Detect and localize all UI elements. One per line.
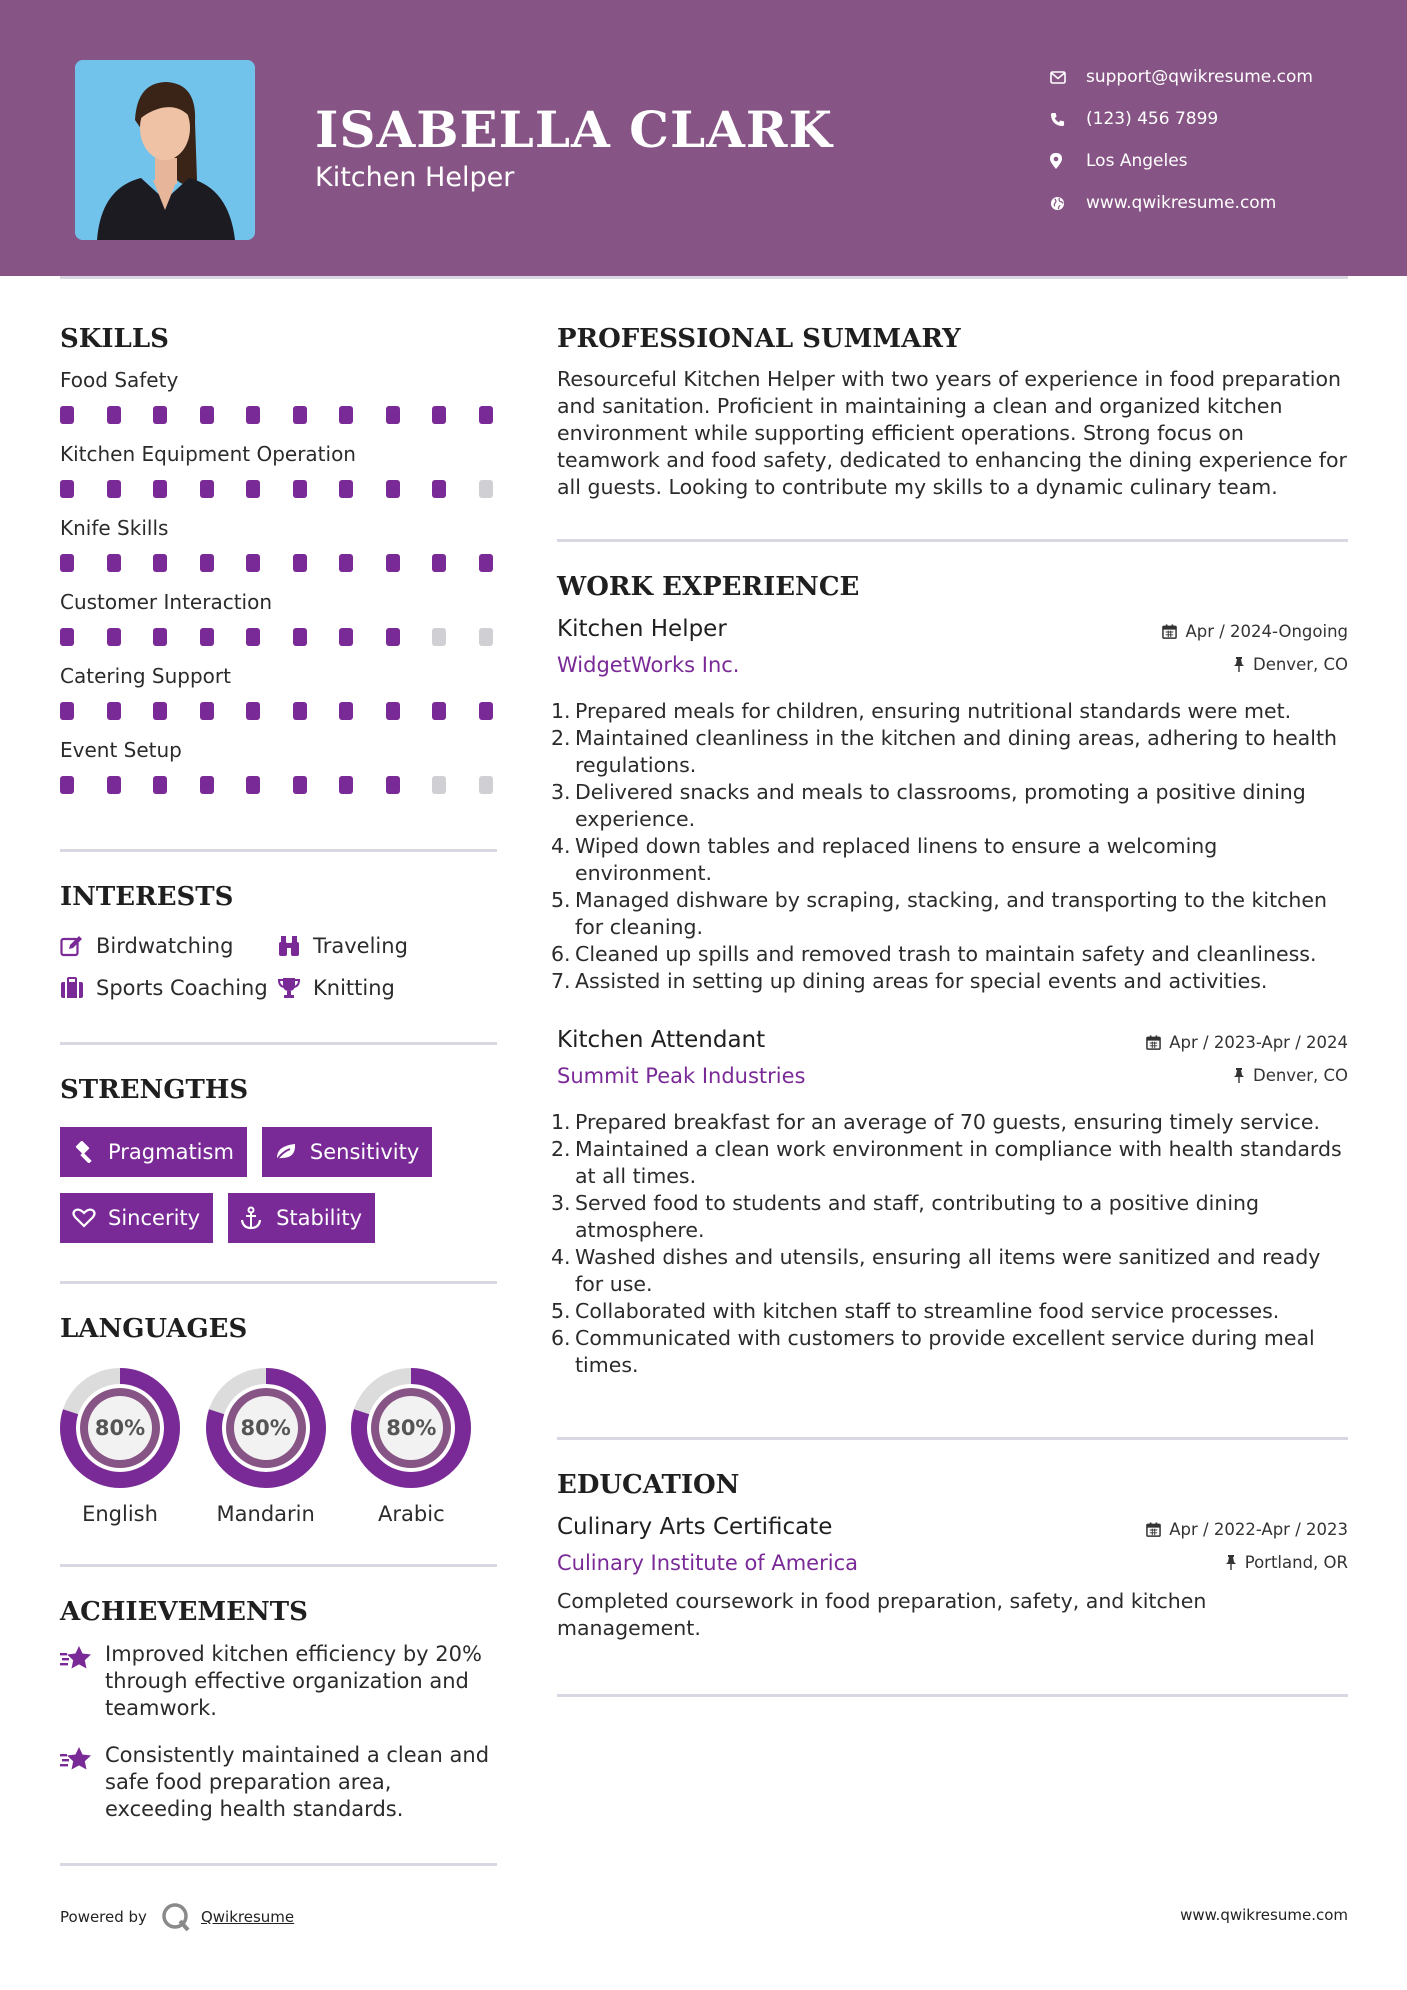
- job-location: [1233, 655, 1348, 674]
- skill-name: Knife Skills: [60, 516, 169, 540]
- duty-number: 3.: [551, 780, 571, 804]
- rating-dot-filled: [386, 406, 400, 424]
- resume-header: [0, 0, 1407, 276]
- duty-text: Prepared meals for children, ensuring nutritional standards were met.: [575, 699, 1292, 723]
- rating-dot-filled: [60, 702, 74, 720]
- pencil-square-icon: [60, 935, 96, 957]
- contact-location-text: Los Angeles: [1086, 151, 1188, 171]
- contact-phone[interactable]: [1050, 98, 1370, 140]
- strength-label: Sincerity: [108, 1206, 201, 1230]
- rating-dot-filled: [386, 628, 400, 646]
- languages-section: [60, 1284, 497, 1567]
- rating-dot-filled: [432, 702, 446, 720]
- skills-list: [60, 368, 497, 794]
- duty-item: [551, 1109, 1348, 1136]
- education-section: [557, 1440, 1348, 1697]
- rating-dot-filled: [386, 554, 400, 572]
- achievement-item: [60, 1641, 497, 1722]
- duty-number: 6.: [551, 1326, 571, 1350]
- rating-dot-filled: [293, 776, 307, 794]
- rating-dot-filled: [246, 776, 260, 794]
- rating-dot-filled: [432, 406, 446, 424]
- rating-dot-filled: [200, 480, 214, 498]
- achievement-text: Consistently maintained a clean and safe food preparation area, exceeding health standards.: [105, 1743, 490, 1821]
- rating-dot-filled: [246, 554, 260, 572]
- skill-name: Customer Interaction: [60, 590, 273, 614]
- rating-dot-filled: [479, 554, 493, 572]
- interest-label: Birdwatching: [96, 934, 234, 958]
- rating-dot-filled: [153, 406, 167, 424]
- briefcase-icon: [60, 977, 96, 999]
- footer-branding: [60, 1902, 294, 1932]
- education-date: [1146, 1520, 1348, 1539]
- duty-item: [551, 1190, 1348, 1244]
- rating-dot-empty: [479, 628, 493, 646]
- rating-dot-filled: [107, 406, 121, 424]
- job-company: Summit Peak Industries: [557, 1064, 806, 1088]
- education-location-text: Portland, OR: [1244, 1553, 1348, 1572]
- duty-number: 3.: [551, 1191, 571, 1215]
- calendar-icon: [1146, 1522, 1161, 1537]
- duty-item: [551, 1325, 1348, 1379]
- rating-dot-filled: [339, 702, 353, 720]
- contact-location: [1050, 140, 1370, 182]
- duty-number: 1.: [551, 699, 571, 723]
- duty-item: [551, 968, 1348, 995]
- language-name: English: [82, 1502, 158, 1526]
- rating-dot-filled: [153, 480, 167, 498]
- language-level-donut: [206, 1368, 326, 1488]
- education-location: [1225, 1553, 1348, 1572]
- rating-dot-filled: [200, 702, 214, 720]
- rating-dot-filled: [293, 628, 307, 646]
- job-duties: [551, 1109, 1348, 1379]
- rating-dot-empty: [432, 628, 446, 646]
- rating-dot-filled: [339, 776, 353, 794]
- map-pin-icon: [1050, 153, 1086, 169]
- contact-list: [1050, 56, 1370, 224]
- strength-label: Sensitivity: [309, 1140, 420, 1164]
- languages-list: [60, 1368, 497, 1526]
- rating-dot-filled: [339, 480, 353, 498]
- section-divider: [60, 1863, 497, 1866]
- skills-title: SKILLS: [60, 324, 169, 354]
- strength-label: Stability: [276, 1206, 363, 1230]
- rating-dot-filled: [153, 702, 167, 720]
- rating-dot-filled: [200, 628, 214, 646]
- language-percent: 80%: [386, 1416, 437, 1440]
- duty-text: Delivered snacks and meals to classrooms, promoting a positive dining experience.: [575, 780, 1306, 831]
- gavel-icon: [72, 1141, 108, 1163]
- rating-dot-filled: [293, 702, 307, 720]
- skill-item: [60, 368, 497, 424]
- job-date-text: Apr / 2024-Ongoing: [1185, 622, 1348, 641]
- education-entry: [557, 1514, 1348, 1642]
- rating-dot-filled: [60, 628, 74, 646]
- duty-item: [551, 1244, 1348, 1298]
- strength-label: Pragmatism: [108, 1140, 234, 1164]
- envelope-icon: [1050, 71, 1086, 84]
- duty-text: Served food to students and staff, contributing to a positive dining atmosphere.: [575, 1191, 1260, 1242]
- calendar-icon: [1162, 624, 1177, 639]
- language-item: [206, 1368, 352, 1526]
- duty-item: [551, 941, 1348, 968]
- duty-text: Assisted in setting up dining areas for special events and activities.: [575, 969, 1268, 993]
- education-header: [557, 1514, 1348, 1586]
- rating-dot-empty: [432, 776, 446, 794]
- duty-number: 4.: [551, 1245, 571, 1269]
- rating-dot-filled: [293, 554, 307, 572]
- skill-rating: [60, 554, 497, 572]
- duty-item: [551, 1136, 1348, 1190]
- job-location-text: Denver, CO: [1252, 655, 1348, 674]
- job-date-text: Apr / 2023-Apr / 2024: [1169, 1033, 1348, 1052]
- duty-item: [551, 725, 1348, 779]
- contact-website-text: www.qwikresume.com: [1086, 193, 1277, 213]
- rating-dot-filled: [479, 406, 493, 424]
- rating-dot-filled: [246, 628, 260, 646]
- strength-chip: [60, 1193, 213, 1243]
- skill-rating: [60, 480, 497, 498]
- rating-dot-filled: [293, 406, 307, 424]
- rating-dot-empty: [479, 480, 493, 498]
- job-location-text: Denver, CO: [1252, 1066, 1348, 1085]
- language-name: Arabic: [378, 1502, 445, 1526]
- rating-dot-filled: [339, 628, 353, 646]
- language-name: Mandarin: [216, 1502, 315, 1526]
- duty-item: [551, 887, 1348, 941]
- summary-text: Resourceful Kitchen Helper with two years of experience in food preparation and sanitation. Proficient in maintaining a clean and organized kitchen environment while supporting efficient operations. Strong focus on teamwork and food safety, dedicated to enhancing the dining experience for all guests. Looking to contribute my skills to a dynamic culinary team.: [557, 367, 1347, 499]
- skills-section: [60, 276, 497, 852]
- duty-text: Maintained cleanliness in the kitchen and dining areas, adhering to health regulations.: [575, 726, 1337, 777]
- job-title: Kitchen Attendant: [557, 1027, 766, 1053]
- school-name: Culinary Institute of America: [557, 1551, 858, 1575]
- duty-text: Wiped down tables and replaced linens to ensure a welcoming environment.: [575, 834, 1218, 885]
- rating-dot-filled: [107, 554, 121, 572]
- right-column: [551, 276, 1348, 1697]
- rating-dot-filled: [107, 702, 121, 720]
- pushpin-icon: [1233, 1068, 1245, 1083]
- job-duties: [551, 698, 1348, 995]
- contact-website[interactable]: [1050, 182, 1370, 224]
- rating-dot-filled: [153, 554, 167, 572]
- summary-title: PROFESSIONAL SUMMARY: [557, 324, 961, 354]
- degree-title: Culinary Arts Certificate: [557, 1514, 833, 1540]
- rating-dot-filled: [200, 776, 214, 794]
- rating-dot-filled: [246, 406, 260, 424]
- skill-name: Kitchen Equipment Operation: [60, 442, 356, 466]
- pushpin-icon: [1233, 657, 1245, 672]
- achievements-section: [60, 1567, 497, 1866]
- globe-icon: [1050, 196, 1086, 211]
- rating-dot-filled: [60, 554, 74, 572]
- binoculars-icon: [277, 935, 313, 957]
- interests-title: INTERESTS: [60, 882, 234, 912]
- skill-rating: [60, 702, 497, 720]
- language-item: [60, 1368, 206, 1526]
- experience-section: [551, 542, 1348, 1440]
- calendar-icon: [1146, 1035, 1161, 1050]
- left-column: [60, 276, 497, 1866]
- interest-label: Knitting: [313, 976, 395, 1000]
- heart-icon: [72, 1208, 108, 1228]
- achievement-item: [60, 1742, 497, 1823]
- education-description: Completed coursework in food preparation, safety, and kitchen management.: [557, 1589, 1207, 1640]
- language-level-donut: [60, 1368, 180, 1488]
- interests-list: [60, 934, 497, 1000]
- rating-dot-filled: [246, 480, 260, 498]
- rating-dot-filled: [293, 480, 307, 498]
- powered-by-text: Powered by: [60, 1908, 147, 1926]
- duty-number: 7.: [551, 969, 571, 993]
- section-divider: [557, 1694, 1348, 1697]
- skill-name: Food Safety: [60, 368, 179, 392]
- rating-dot-filled: [107, 480, 121, 498]
- skill-rating: [60, 406, 497, 424]
- achievements-title: ACHIEVEMENTS: [60, 1597, 308, 1627]
- language-level-donut: [351, 1368, 471, 1488]
- contact-email-text: support@qwikresume.com: [1086, 67, 1313, 87]
- rating-dot-filled: [200, 554, 214, 572]
- footer-website[interactable]: www.qwikresume.com: [1180, 1906, 1348, 1924]
- strengths-title: STRENGTHS: [60, 1075, 249, 1105]
- job-date: [1146, 1033, 1348, 1052]
- candidate-name: ISABELLA CLARK: [315, 100, 833, 159]
- duty-number: 6.: [551, 942, 571, 966]
- duty-text: Washed dishes and utensils, ensuring all items were sanitized and ready for use.: [575, 1245, 1321, 1296]
- trophy-icon: [277, 977, 313, 999]
- strength-chip: [60, 1127, 247, 1177]
- candidate-role: Kitchen Helper: [315, 162, 515, 193]
- phone-icon: [1050, 112, 1086, 127]
- interests-section: [60, 852, 497, 1045]
- contact-email[interactable]: [1050, 56, 1370, 98]
- skill-name: Catering Support: [60, 664, 231, 688]
- rating-dot-filled: [386, 480, 400, 498]
- rating-dot-filled: [246, 702, 260, 720]
- rating-dot-filled: [107, 628, 121, 646]
- rating-dot-empty: [479, 776, 493, 794]
- education-date-text: Apr / 2022-Apr / 2023: [1169, 1520, 1348, 1539]
- skill-name: Event Setup: [60, 738, 182, 762]
- job-entry: [551, 616, 1348, 995]
- skill-item: [60, 590, 497, 646]
- job-header: [557, 1027, 1348, 1099]
- interest-label: Traveling: [313, 934, 408, 958]
- skill-item: [60, 442, 497, 498]
- duty-item: [551, 1298, 1348, 1325]
- rating-dot-filled: [60, 776, 74, 794]
- qwikresume-logo-icon: [161, 1902, 191, 1932]
- duty-number: 2.: [551, 1137, 571, 1161]
- rating-dot-filled: [107, 776, 121, 794]
- rating-dot-filled: [432, 554, 446, 572]
- star-icon: [60, 1641, 105, 1722]
- experience-title: WORK EXPERIENCE: [557, 572, 860, 602]
- strengths-list: [60, 1127, 497, 1243]
- duty-item: [551, 698, 1348, 725]
- rating-dot-filled: [386, 776, 400, 794]
- rating-dot-filled: [339, 406, 353, 424]
- duty-number: 5.: [551, 888, 571, 912]
- rating-dot-filled: [153, 776, 167, 794]
- interest-item: [277, 976, 497, 1000]
- job-entry: [551, 1027, 1348, 1379]
- duty-item: [551, 833, 1348, 887]
- skill-item: [60, 738, 497, 794]
- rating-dot-filled: [432, 480, 446, 498]
- rating-dot-filled: [153, 628, 167, 646]
- duty-number: 1.: [551, 1110, 571, 1134]
- star-icon: [60, 1742, 105, 1823]
- qwikresume-link[interactable]: Qwikresume: [200, 1908, 295, 1926]
- skill-item: [60, 664, 497, 720]
- job-company: WidgetWorks Inc.: [557, 653, 740, 677]
- job-title: Kitchen Helper: [557, 616, 727, 642]
- interest-item: [60, 934, 277, 958]
- duty-item: [551, 779, 1348, 833]
- rating-dot-filled: [386, 702, 400, 720]
- achievement-text: Improved kitchen efficiency by 20% through effective organization and teamwork.: [105, 1642, 482, 1720]
- strength-chip: [228, 1193, 375, 1243]
- duty-text: Prepared breakfast for an average of 70 guests, ensuring timely service.: [575, 1110, 1321, 1134]
- interest-label: Sports Coaching: [96, 976, 268, 1000]
- rating-dot-filled: [60, 406, 74, 424]
- duty-number: 4.: [551, 834, 571, 858]
- pushpin-icon: [1225, 1555, 1237, 1570]
- duty-text: Maintained a clean work environment in compliance with health standards at all times.: [575, 1137, 1342, 1188]
- profile-photo: [75, 60, 255, 240]
- rating-dot-filled: [339, 554, 353, 572]
- skill-rating: [60, 776, 497, 794]
- education-title: EDUCATION: [557, 1470, 740, 1500]
- duty-text: Cleaned up spills and removed trash to maintain safety and cleanliness.: [575, 942, 1317, 966]
- job-header: [557, 616, 1348, 688]
- rating-dot-filled: [479, 702, 493, 720]
- rating-dot-filled: [200, 406, 214, 424]
- languages-title: LANGUAGES: [60, 1314, 248, 1344]
- language-percent: 80%: [94, 1416, 146, 1440]
- duty-number: 5.: [551, 1299, 571, 1323]
- contact-phone-text: (123) 456 7899: [1086, 109, 1219, 129]
- duty-text: Managed dishware by scraping, stacking, and transporting to the kitchen for cleaning.: [575, 888, 1328, 939]
- anchor-icon: [240, 1206, 276, 1230]
- language-percent: 80%: [240, 1416, 291, 1440]
- summary-section: [557, 276, 1348, 542]
- strengths-section: [60, 1045, 497, 1284]
- job-date: [1162, 622, 1348, 641]
- skill-rating: [60, 628, 497, 646]
- leaf-icon: [274, 1142, 310, 1162]
- job-location: [1233, 1066, 1348, 1085]
- duty-text: Collaborated with kitchen staff to streamline food service processes.: [575, 1299, 1280, 1323]
- duty-text: Communicated with customers to provide excellent service during meal times.: [575, 1326, 1315, 1377]
- duty-number: 2.: [551, 726, 571, 750]
- strength-chip: [262, 1127, 432, 1177]
- interest-item: [60, 976, 277, 1000]
- language-item: [351, 1368, 497, 1526]
- interest-item: [277, 934, 497, 958]
- skill-item: [60, 516, 497, 572]
- rating-dot-filled: [60, 480, 74, 498]
